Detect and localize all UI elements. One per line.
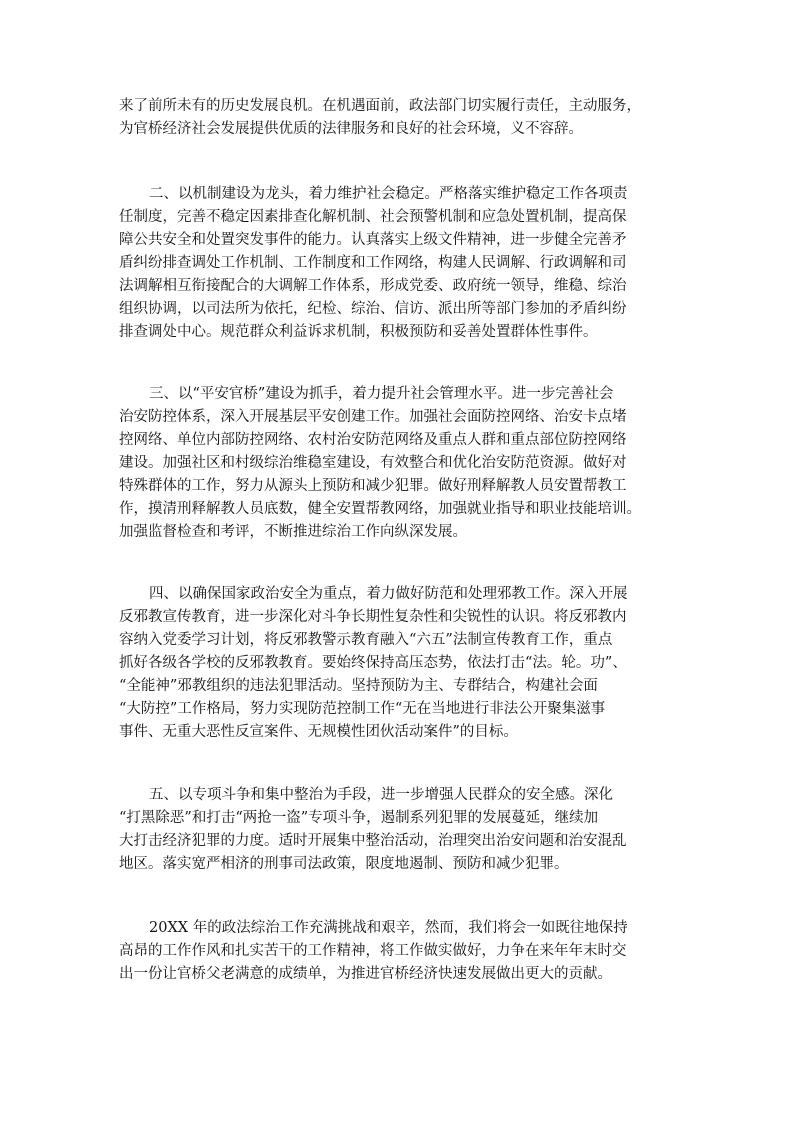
text-line: 大打击经济犯罪的力度。适时开展集中整治活动，治理突出治安问题和治安混乱 [119,833,627,849]
text-line: 建设。加强社区和村级综治维稳室建设，有效整合和优化治安防范资源。做好对 [119,455,627,471]
text-line: 为官桥经济社会发展提供优质的法律服务和良好的社会环境，义不容辞。 [119,121,583,137]
text-line: 组织协调，以司法所为依托，纪检、综治、信访、派出所等部门参加的矛盾纠纷 [119,301,627,317]
text-line: 二、以机制建设为龙头，着力维护社会稳定。严格落实维护稳定工作各项责 [149,186,628,202]
text-line: 抓好各级各学校的反邪教教育。要始终保持高压态势，依法打击“法。轮。功”、 [119,655,627,671]
text-line: 四、以确保国家政治安全为重点，着力做好防范和处理邪教工作。深入开展 [149,586,628,602]
text-line: 控网络、单位内部防控网络、农村治安防范网络及重点人群和重点部位防控网络 [119,432,627,448]
text-line: 事件、无重大恶性反宣案件、无规模性团伙活动案件”的目标。 [119,724,518,740]
text-line: 三、以“平安官桥”建设为抓手，着力提升社会管理水平。进一步完善社会 [149,386,614,402]
text-line: “打黑除恶”和打击“两抢一盗”专项斗争，遏制系列犯罪的发展蔓延，继续加 [119,810,599,826]
text-line: 地区。落实宽严相济的刑事司法政策，限度地遏制、预防和减少犯罪。 [119,856,569,872]
text-line: 来了前所未有的历史发展良机。在机遇面前，政法部门切实履行责任，主动服务， [119,98,641,114]
text-line: 反邪教宣传教育，进一步深化对斗争长期性复杂性和尖锐性的认识。将反邪教内 [119,609,627,625]
text-line: 治安防控体系，深入开展基层平安创建工作。加强社会面防控网络、治安卡点堵 [119,409,627,425]
text-line: 高昂的工作作风和扎实苦干的工作精神，将工作做实做好，力争在来年年末时交 [119,943,627,959]
text-line: 排查调处中心。规范群众利益诉求机制，积极预防和妥善处置群体性事件。 [119,324,598,340]
text-line: 盾纠纷排查调处工作机制、工作制度和工作网络，构建人民调解、行政调解和司 [119,255,627,271]
text-line: “全能神”邪教组织的违法犯罪活动。坚持预防为主、专群结合，构建社会面 [119,678,598,694]
paragraph-section-2 [119,183,689,344]
paragraph-intro [119,95,689,141]
text-line: 任制度，完善不稳定因素排查化解机制、社会预警机制和应急处置机制，提高保 [119,209,627,225]
text-line: 障公共安全和处置突发事件的能力。认真落实上级文件精神，进一步健全完善矛 [119,232,627,248]
text-line: 特殊群体的工作，努力从源头上预防和减少犯罪。做好刑释解教人员安置帮教工 [119,478,627,494]
paragraph-section-3 [119,383,689,544]
text-line: 法调解相互衔接配合的大调解工作体系，形成党委、政府统一领导，维稳、综治 [119,278,627,294]
text-line: 20XX 年的政法综治工作充满挑战和艰辛，然而，我们将会一如既往地保持 [149,920,628,936]
paragraph-conclusion [119,917,689,986]
text-line: 容纳入党委学习计划，将反邪教警示教育融入“六五”法制宣传教育工作，重点 [119,632,613,648]
paragraph-section-4 [119,583,689,744]
text-line: 出一份让官桥父老满意的成绩单，为推进官桥经济快速发展做出更大的贡献。 [119,966,612,982]
paragraph-section-5 [119,784,689,876]
text-line: 加强监督检查和考评，不断推进综治工作向纵深发展。 [119,524,467,540]
text-line: 五、以专项斗争和集中整治为手段，进一步增强人民群众的安全感。深化 [149,787,613,803]
text-line: “大防控”工作格局，努力实现防范控制工作“无在当地进行非法公开聚集滋事 [119,701,606,717]
text-line: 作，摸清刑释解教人员底数，健全安置帮教网络，加强就业指导和职业技能培训。 [119,501,641,517]
